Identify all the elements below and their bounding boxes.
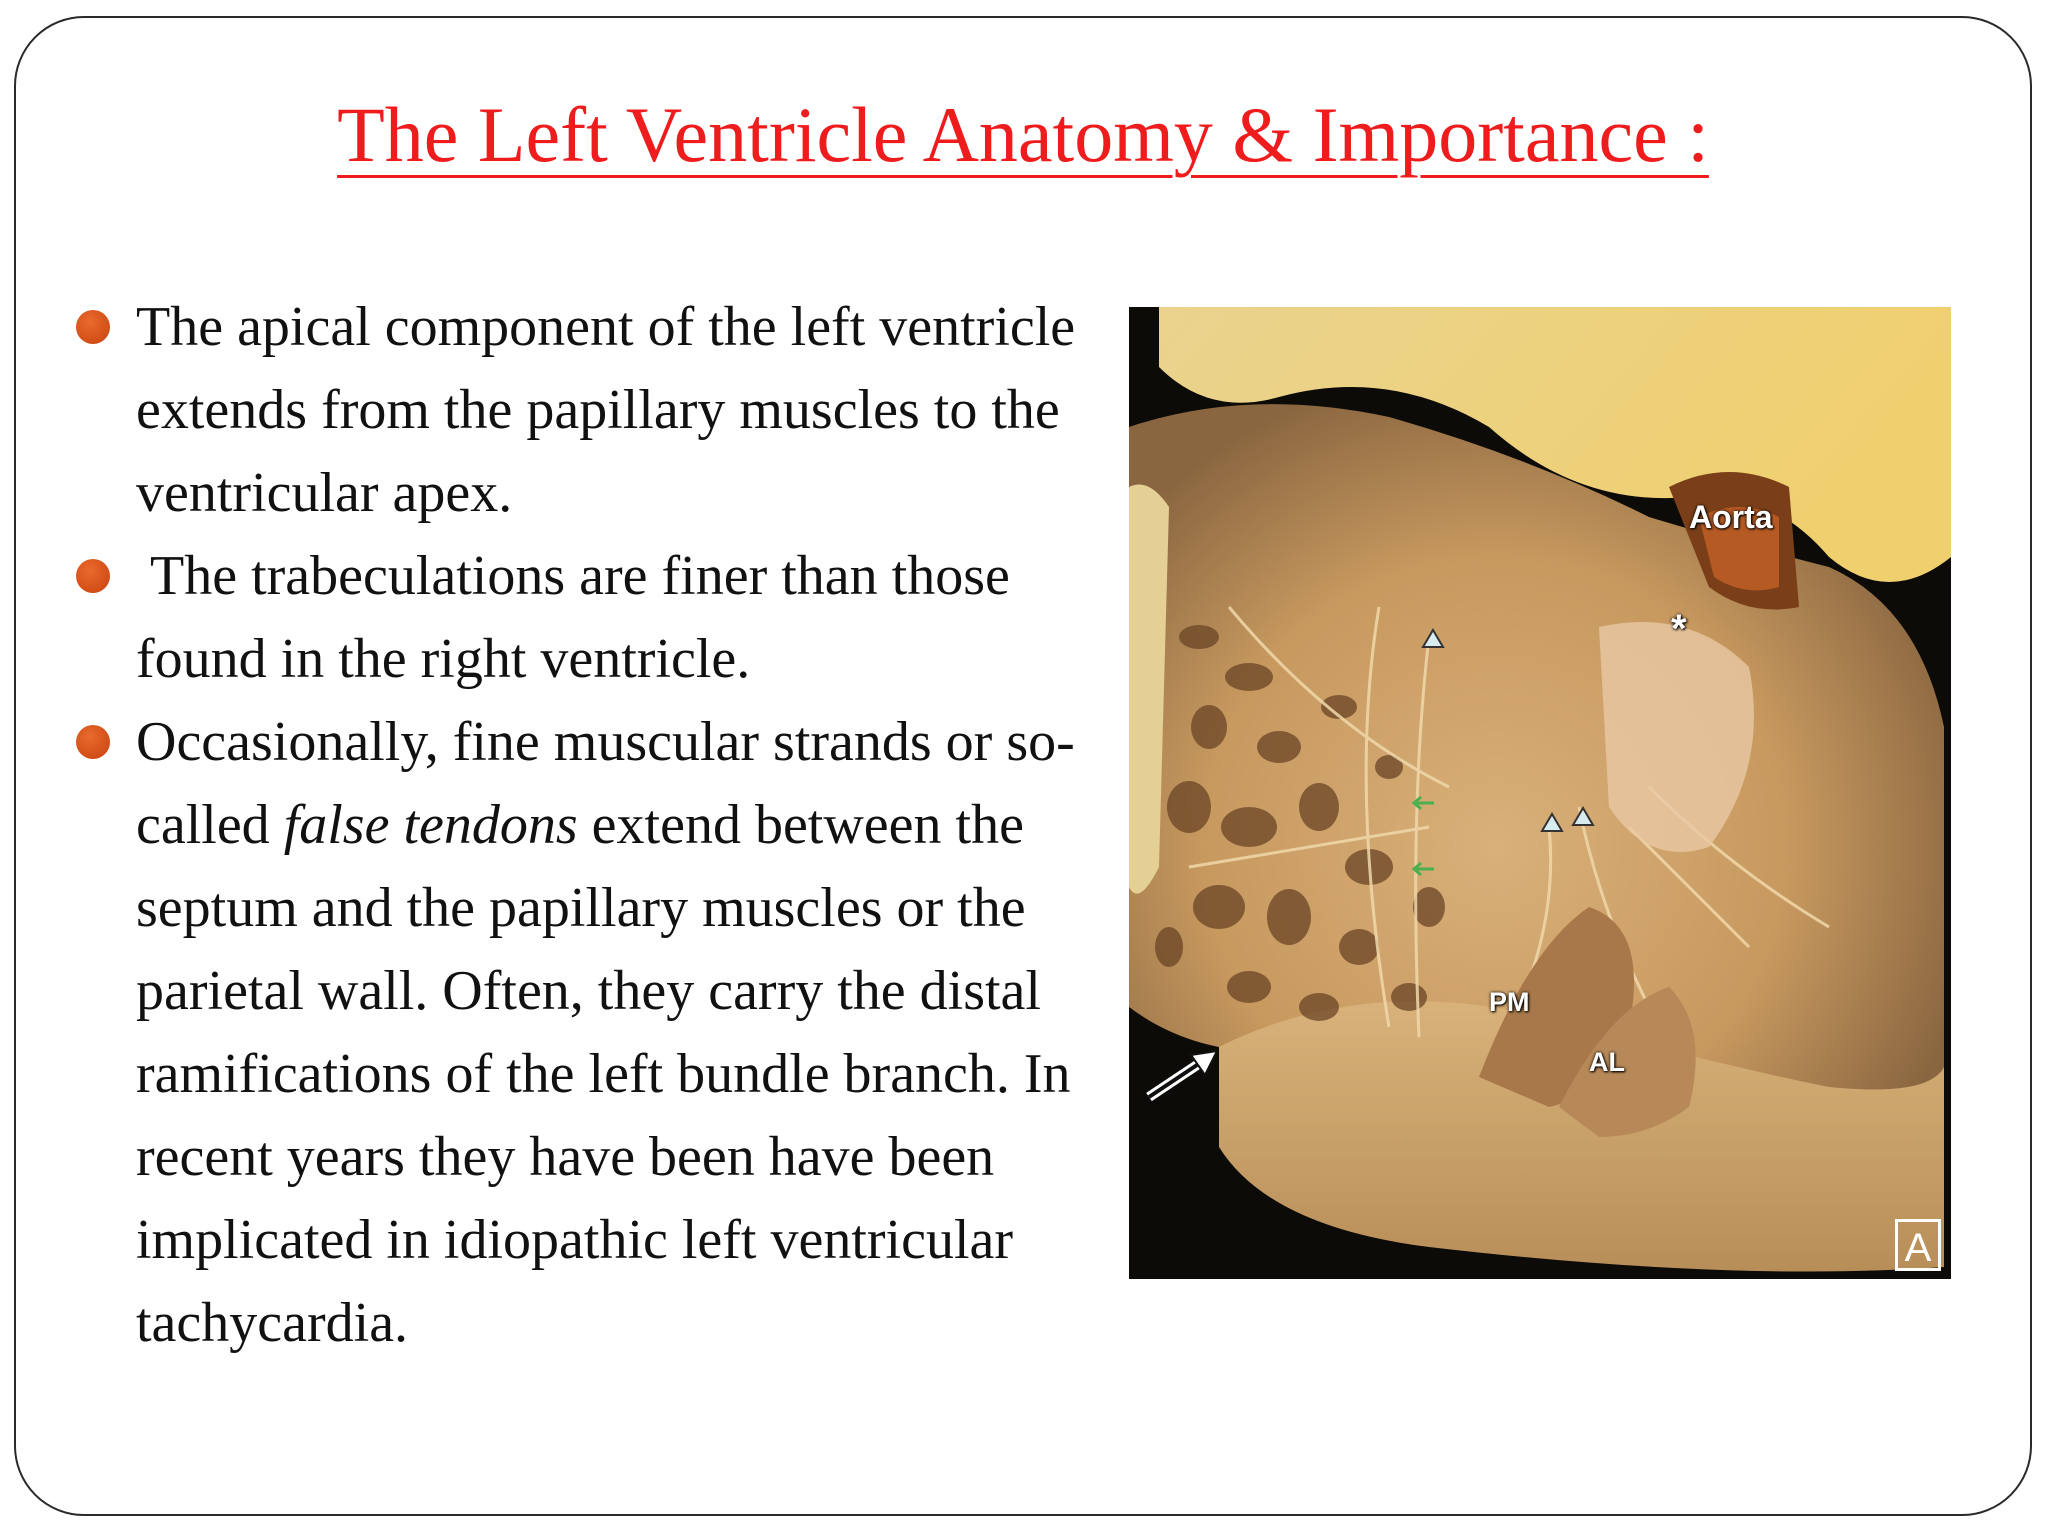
pm-label: PM xyxy=(1489,987,1530,1017)
bullet-dot-icon xyxy=(76,559,110,593)
bullet-dot-icon xyxy=(76,725,110,759)
panel-letter-label: A xyxy=(1895,1219,1941,1271)
false-tendons-term: false tendons xyxy=(283,794,578,856)
heart-specimen-illustration xyxy=(1129,307,1951,1279)
slide-title: The Left Ventricle Anatomy & Importance : xyxy=(337,91,1709,178)
bullet-text: The trabeculations are finer than those found in the right ventricle. xyxy=(136,545,1024,690)
bullet-text: The apical component of the left ventricle extends from the papillary muscles to the ventricular apex. xyxy=(136,296,1076,524)
al-label: AL xyxy=(1589,1047,1625,1077)
slide xyxy=(14,16,2032,1516)
bullet-text-continued: extend between the septum and the papillary muscles or the parietal wall. Often, they carry the distal ramifications of the left bundle branch. In recent years they have been have been implicated in idiopathic left ventricular tachycardia. xyxy=(136,794,1071,1354)
aorta-label: Aorta xyxy=(1689,499,1773,535)
asterisk-label: * xyxy=(1671,607,1687,651)
bullet-item xyxy=(76,701,1096,1365)
bullet-item xyxy=(76,535,1096,701)
heart-specimen-photo xyxy=(1129,307,1951,1279)
bullet-item xyxy=(76,286,1096,535)
bullet-dot-icon xyxy=(76,310,110,344)
bullet-text: Occasionally, fine muscular strands or so-called xyxy=(136,711,1075,856)
bullet-list xyxy=(76,286,1096,1365)
